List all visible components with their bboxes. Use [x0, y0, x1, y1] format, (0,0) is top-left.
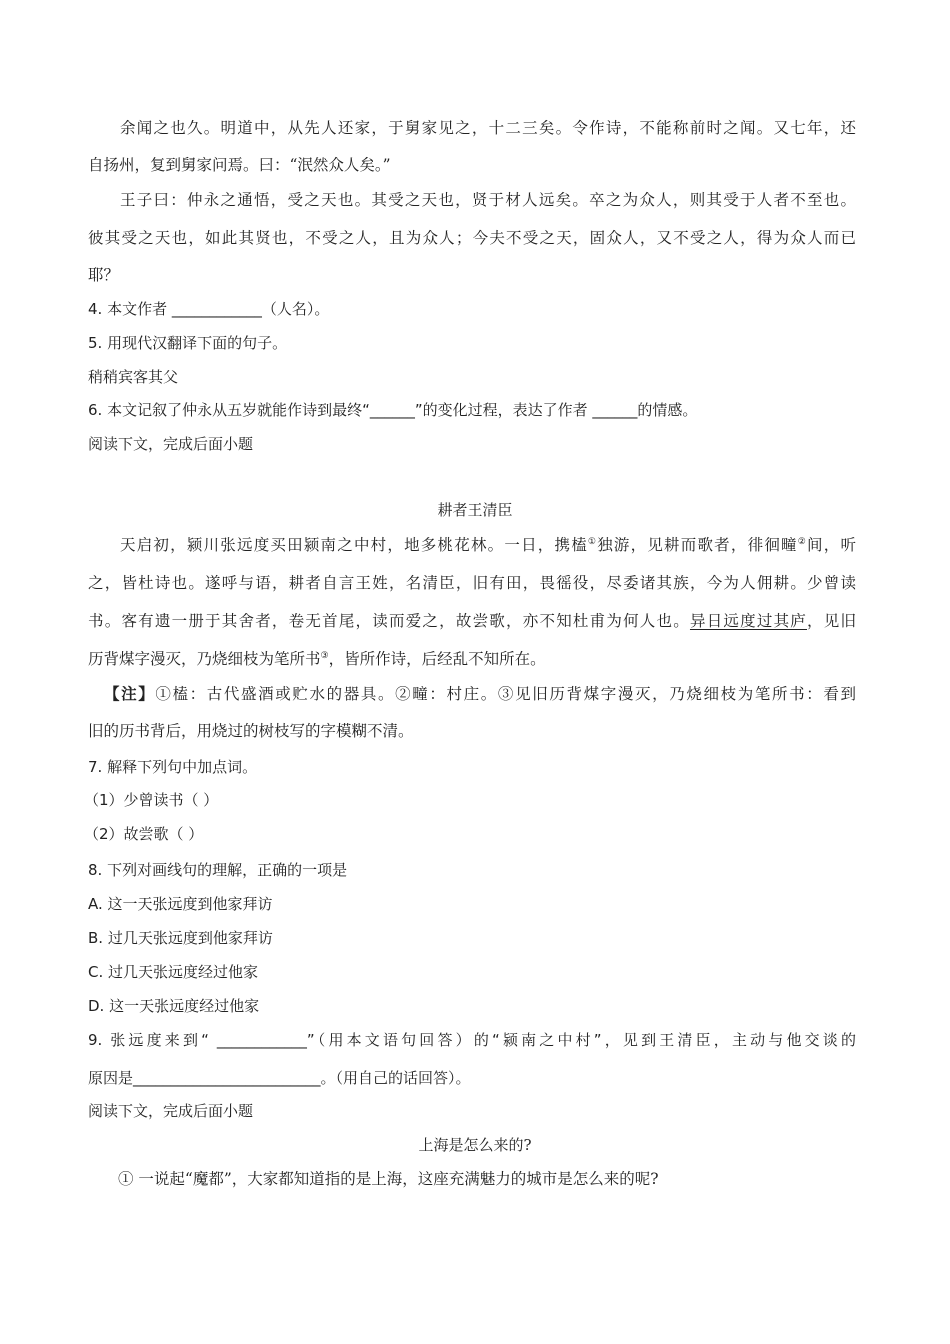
question-7-item-1: （1）少曾读书（ ） [84, 791, 219, 809]
answer-blank[interactable]: ____________ [216, 1031, 307, 1049]
footnote-marker: ① [587, 537, 598, 547]
question-7-item-2: （2）故尝歌（ ） [84, 825, 204, 843]
passage2-note-line-1: 【注】①榼：古代盛酒或贮水的器具。②疃：村庄。③见旧历背煤字漫灭，乃烧细枝为笔所书：看到 [88, 684, 856, 704]
answer-blank[interactable]: ______ [592, 401, 638, 419]
passage1-line-3: 王子曰：仲永之通悟，受之天也。其受之天也，贤于材人远矣。卒之为众人，则其受于人者不至也。 [120, 191, 856, 209]
footnote-marker: ③ [320, 651, 329, 661]
footnote-marker: ② [797, 537, 808, 547]
question-4: 4. 本文作者 ____________（人名）。 [88, 300, 330, 318]
answer-blank[interactable]: ______ [369, 401, 415, 419]
reading-instruction: 阅读下文，完成后面小题 [88, 435, 254, 453]
passage2-line-2: 之，皆杜诗也。遂呼与语，耕者自言王姓，名清臣，旧有田，畏徭役，尽委诸其族，今为人佣耕。少曾读 [88, 574, 856, 592]
underlined-sentence: 异日远度过其庐 [689, 612, 808, 630]
passage1-line-2: 自扬州，复到舅家问焉。曰：“泯然众人矣。” [88, 156, 391, 174]
question-5-sentence: 稍稍宾客其父 [88, 368, 179, 386]
question-7: 7. 解释下列句中加点词。 [88, 758, 258, 776]
passage-title: 耕者王清臣 [437, 501, 513, 519]
option-a[interactable]: A. 这一天张远度到他家拜访 [88, 895, 273, 913]
passage1-line-1: 余闻之也久。明道中，从先人还家，于舅家见之，十二三矣。令作诗，不能称前时之闻。又七年，还 [120, 119, 856, 137]
option-b[interactable]: B. 过几天张远度到他家拜访 [88, 929, 273, 947]
option-c[interactable]: C. 过几天张远度经过他家 [88, 963, 259, 981]
question-5: 5. 用现代汉翻译下面的句子。 [88, 334, 288, 352]
question-6: 6. 本文记叙了仲永从五岁就能作诗到最终“______”的变化过程，表达了作者 ______的情感。 [88, 401, 698, 419]
passage1-line-4: 彼其受之天也，如此其贤也，不受之人，且为众人；今夫不受之天，固众人，又不受之人，得为众人而已 [88, 229, 856, 247]
question-9-line-1: 9. 张远度来到“ ____________”（用本文语句回答）的“颍南之中村”，见到王清臣，主动与他交谈的 [88, 1031, 856, 1049]
passage2-note-line-2: 旧的历书背后，用烧过的树枝写的字模糊不清。 [88, 722, 414, 740]
question-9-line-2: 原因是_________________________。（用自己的话回答）。 [88, 1069, 471, 1087]
question-8: 8. 下列对画线句的理解，正确的一项是 [88, 861, 348, 879]
passage2-line-1: 天启初，颍川张远度买田颍南之中村，地多桃花林。一日，携榼①独游，见耕而歌者，徘徊疃②间，听 [120, 536, 856, 554]
note-label: 【注】 [104, 684, 156, 703]
passage3-line-1: ① 一说起“魔都”，大家都知道指的是上海，这座充满魅力的城市是怎么来的呢? [118, 1170, 659, 1188]
answer-blank[interactable]: _________________________ [133, 1069, 321, 1087]
answer-blank[interactable]: ____________ [171, 300, 262, 318]
option-d[interactable]: D. 这一天张远度经过他家 [88, 997, 260, 1015]
passage2-line-3: 书。客有遗一册于其舍者，卷无首尾，读而爱之，故尝歌，亦不知杜甫为何人也。异日远度过其庐，见旧 [88, 612, 856, 630]
passage2-line-4: 历背煤字漫灭，乃烧细枝为笔所书③，皆所作诗，后经乱不知所在。 [88, 650, 546, 668]
passage1-line-5: 耶？ [88, 266, 120, 284]
reading-instruction: 阅读下文，完成后面小题 [88, 1102, 254, 1120]
passage-title: 上海是怎么来的? [418, 1136, 532, 1154]
